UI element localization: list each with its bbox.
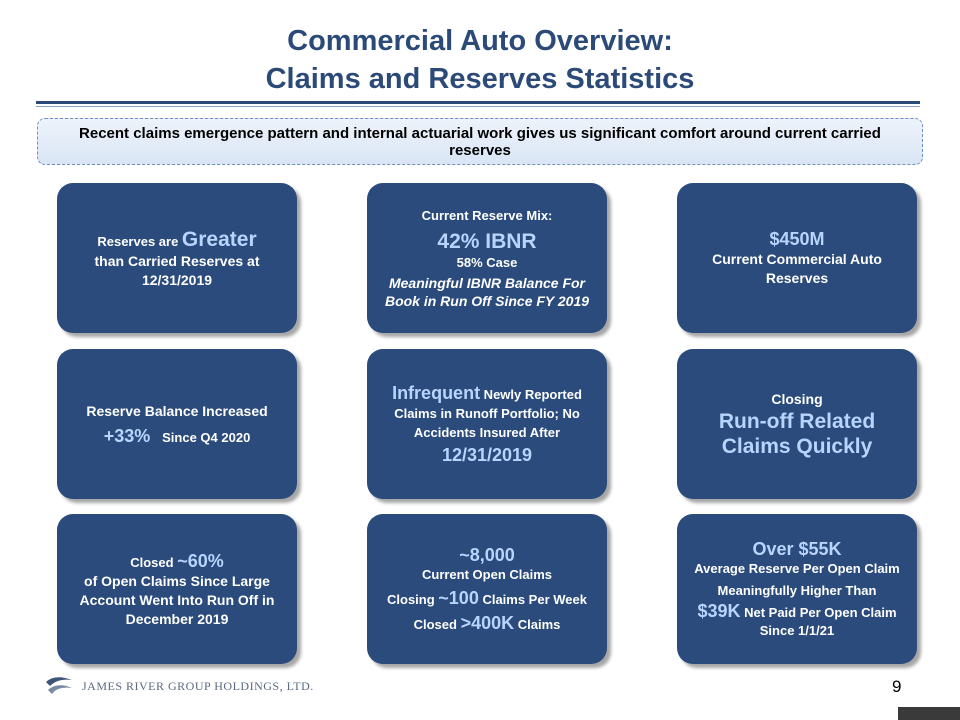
reserve-balance-label: Reserve Balance Increased — [86, 402, 268, 419]
current-reserves-box — [677, 183, 917, 333]
title-rule-thick — [36, 101, 920, 104]
reserve-mix-ibnr: 42% IBNR — [437, 229, 537, 253]
closed-pct-accent: ~60% — [177, 550, 224, 571]
title-line-1: Commercial Auto Overview: — [287, 25, 673, 57]
reserves-greater-pre: Reserves are — [97, 233, 182, 249]
open-claims-count: ~8,000 — [459, 545, 515, 565]
avg-reserve-paid-num: $39K — [697, 601, 741, 621]
infrequent-accent: Infrequent — [392, 383, 481, 403]
reserves-greater-box — [57, 183, 297, 333]
closing-runoff-box — [677, 349, 917, 499]
reserve-mix-box — [367, 183, 607, 333]
avg-reserve-box — [677, 514, 917, 664]
avg-reserve-amount: Over $55K — [752, 539, 842, 559]
open-claims-label: Current Open Claims — [421, 567, 553, 582]
infrequent-claims-box — [367, 349, 607, 499]
open-claims-box — [367, 514, 607, 664]
closing-runoff-label: Closing — [771, 390, 823, 407]
title-line-2: Claims and Reserves Statistics — [265, 63, 695, 95]
open-claims-closing-num: ~100 — [438, 588, 479, 608]
title-rule-thin — [36, 106, 920, 107]
avg-reserve-higher: Meaningfully Higher Than — [717, 583, 877, 598]
avg-reserve-label: Average Reserve Per Open Claim — [694, 561, 900, 576]
reserve-mix-note: Meaningful IBNR Balance For Book in Run Off Since FY 2019 — [384, 274, 590, 309]
reserve-mix-case: 58% Case — [456, 254, 518, 270]
avg-reserve-paid-post: Net Paid Per Open Claim Since 1/1/21 — [740, 605, 897, 638]
river-logo-icon — [44, 674, 74, 698]
corner-bar — [898, 707, 960, 720]
reserve-balance-since: Since Q4 2020 — [162, 429, 251, 445]
infrequent-date: 12/31/2019 — [441, 445, 533, 465]
reserve-balance-box — [57, 349, 297, 499]
reserve-balance-pct: +33% — [103, 425, 151, 446]
company-logo — [44, 674, 314, 698]
summary-banner-text: Recent claims emergence pattern and internal actuarial work gives us significant comfort around current carried reserves — [79, 124, 881, 159]
slide-title — [0, 22, 960, 98]
closing-runoff-big: Run-off Related Claims Quickly — [718, 409, 876, 458]
current-reserves-label: Current Commercial Auto Reserves — [712, 251, 882, 286]
closed-pct-pre: Closed — [130, 554, 178, 570]
summary-banner — [37, 118, 923, 165]
reserves-greater-accent: Greater — [181, 227, 257, 251]
current-reserves-amount: $450M — [769, 229, 825, 249]
reserve-mix-heading: Current Reserve Mix: — [421, 207, 553, 223]
reserves-greater-post: than Carried Reserves at 12/31/2019 — [94, 252, 260, 288]
open-claims-closing-post: Claims Per Week — [478, 592, 587, 607]
infrequent-text: Newly Reported Claims in Runoff Portfolio; No Accidents Insured After — [394, 387, 582, 440]
page-number: 9 — [892, 677, 902, 696]
open-claims-closed-post: Claims — [514, 617, 561, 632]
open-claims-closed-num: >400K — [460, 613, 515, 633]
closed-pct-box — [57, 514, 297, 664]
closed-pct-post: of Open Claims Since Large Account Went Into Run Off in December 2019 — [79, 572, 275, 627]
company-name: JAMES RIVER GROUP HOLDINGS, LTD. — [82, 678, 314, 693]
open-claims-closing-pre: Closing — [387, 592, 439, 607]
open-claims-closed-pre: Closed — [413, 617, 461, 632]
